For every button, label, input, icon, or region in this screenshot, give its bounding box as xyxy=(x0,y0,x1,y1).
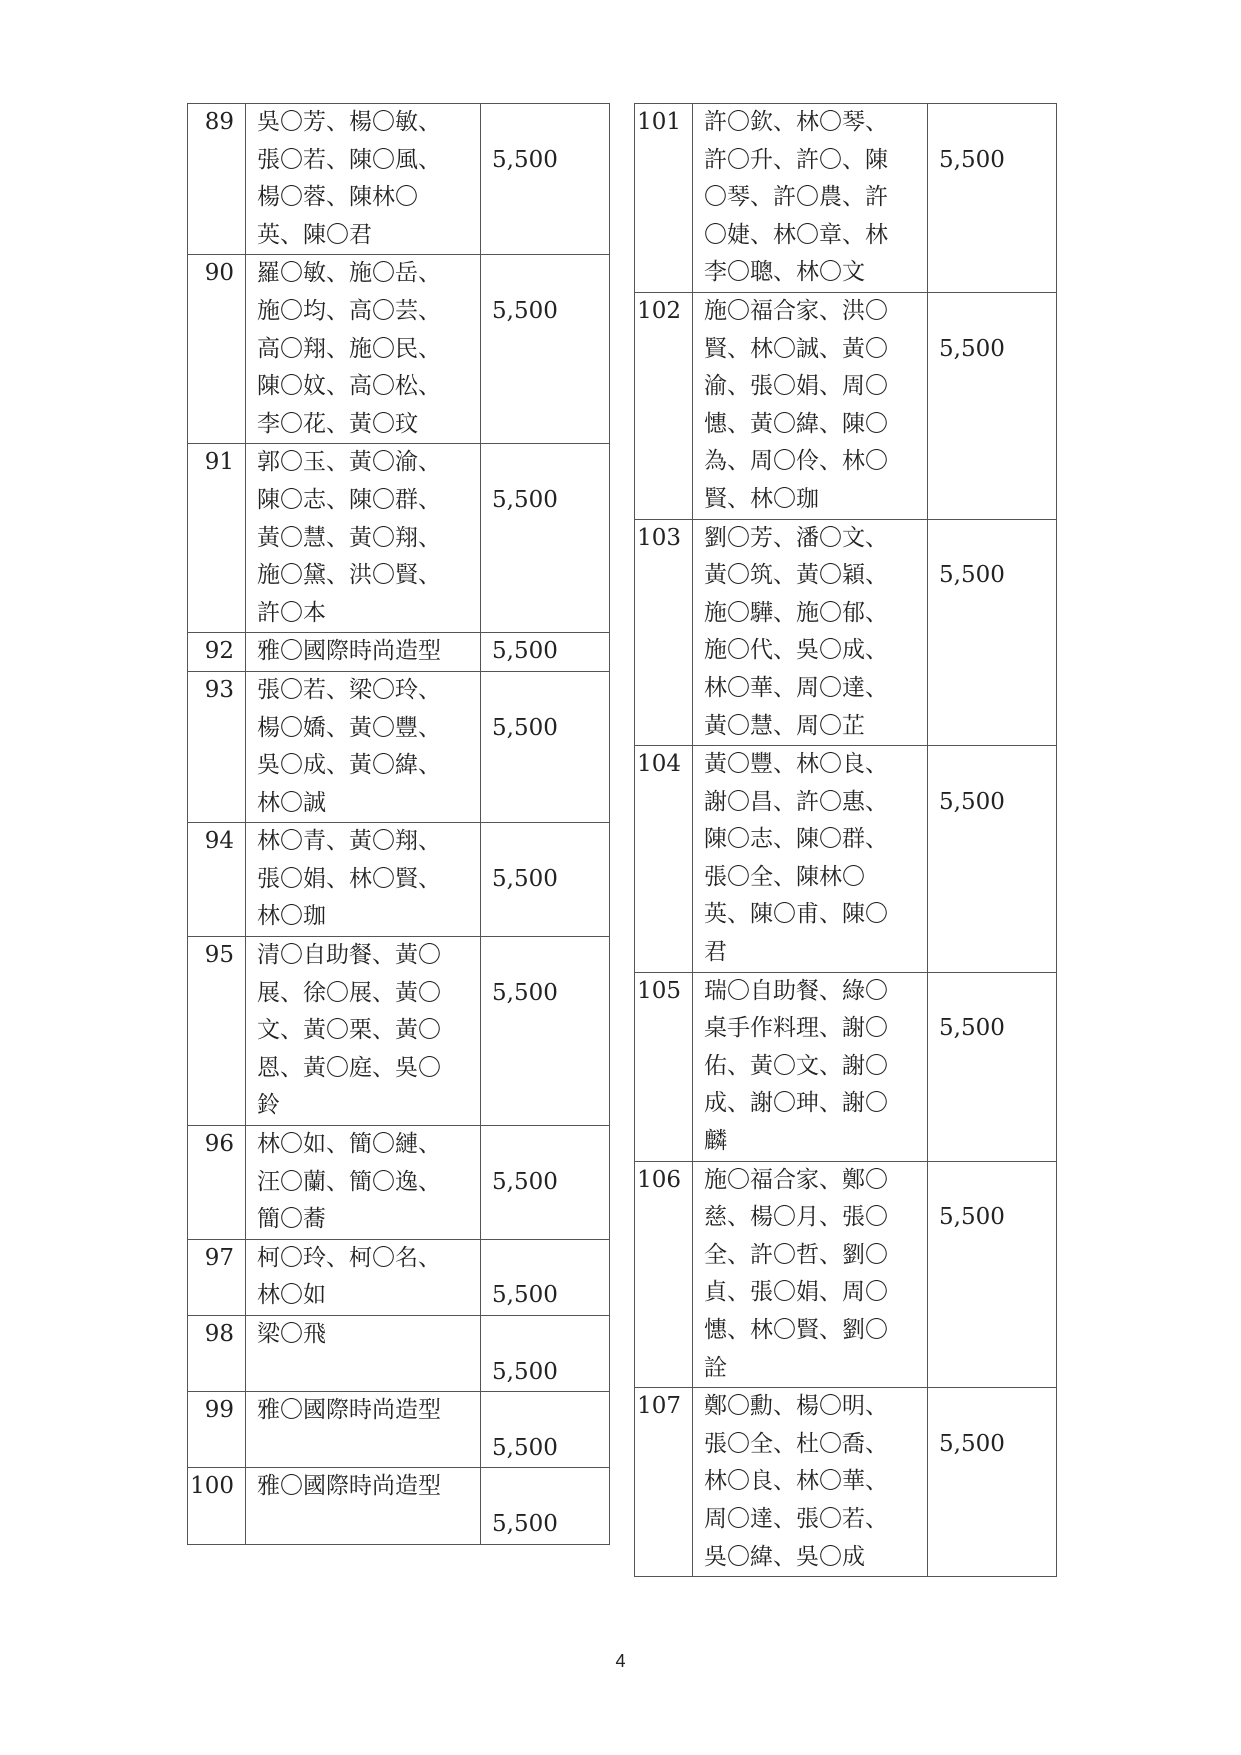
donor-names-line: 林〇珈 xyxy=(257,903,326,930)
donor-names-line: 文、黃〇栗、黃〇 xyxy=(257,1017,441,1044)
donor-names-line: 張〇全、陳林〇 xyxy=(704,863,865,890)
donor-names-line: 貞、張〇娟、周〇 xyxy=(704,1279,888,1306)
donor-names-line: 張〇若、陳〇風、 xyxy=(257,146,441,173)
row-number: 89 xyxy=(188,104,246,255)
donor-names-line: 楊〇嬌、黃〇豐、 xyxy=(257,714,441,741)
donor-names xyxy=(246,823,481,937)
donor-names-line: 郭〇玉、黃〇渝、 xyxy=(257,449,441,476)
donor-names-line: 吳〇芳、楊〇敏、 xyxy=(257,109,441,135)
donor-names xyxy=(246,937,481,1126)
row-number: 106 xyxy=(635,1161,693,1388)
donor-names-line: 瑞〇自助餐、綠〇 xyxy=(704,977,888,1004)
donor-names-line: 成、謝〇珅、謝〇 xyxy=(704,1090,888,1117)
donor-names-line: 清〇自助餐、黃〇 xyxy=(257,942,441,969)
donor-names-line: 鄭〇勳、楊〇明、 xyxy=(704,1393,888,1420)
donor-names-line: 陳〇妏、高〇松、 xyxy=(257,373,441,400)
table-row xyxy=(188,671,610,822)
row-number: 102 xyxy=(635,292,693,519)
donor-names-line: 羅〇敏、施〇岳、 xyxy=(257,260,441,287)
donor-table-right-body xyxy=(635,104,1057,1577)
donation-amount: 5,500 xyxy=(928,972,1057,1161)
donation-amount: 5,500 xyxy=(481,671,610,822)
donor-names-line: 楊〇蓉、陳林〇 xyxy=(257,184,418,211)
donor-table-right xyxy=(634,103,1057,1577)
donor-names xyxy=(693,746,928,973)
donation-amount: 5,500 xyxy=(928,1388,1057,1577)
donor-names-line: 雅〇國際時尚造型 xyxy=(257,1397,441,1424)
donor-names-line: 陳〇志、陳〇群、 xyxy=(257,486,441,513)
donation-amount: 5,500 xyxy=(481,104,610,255)
donor-names-line: 施〇代、吳〇成、 xyxy=(704,637,888,664)
donor-names-line: 許〇升、許〇、陳 xyxy=(704,146,888,173)
donor-names-line: 汪〇蘭、簡〇逸、 xyxy=(257,1168,441,1195)
donor-table-left xyxy=(187,103,610,1545)
donor-names-line: 恩、黃〇庭、吳〇 xyxy=(257,1054,441,1081)
row-number: 105 xyxy=(635,972,693,1161)
donor-names-line xyxy=(257,1506,480,1544)
donor-names-line: 梁〇飛 xyxy=(257,1321,326,1347)
donor-names-line: 林〇華、周〇達、 xyxy=(704,674,888,701)
table-row xyxy=(188,1126,610,1240)
row-number: 103 xyxy=(635,519,693,746)
donor-names xyxy=(246,671,481,822)
table-row xyxy=(188,633,610,672)
table-row xyxy=(188,823,610,937)
table-row xyxy=(188,937,610,1126)
donor-names-line: 憓、林〇賢、劉〇 xyxy=(704,1317,888,1343)
donor-names-line: 〇婕、林〇章、林 xyxy=(704,221,888,248)
table-row xyxy=(635,292,1057,519)
row-number: 97 xyxy=(188,1239,246,1315)
donor-names-line: 慈、楊〇月、張〇 xyxy=(704,1204,888,1231)
table-row xyxy=(188,1468,610,1544)
table-row xyxy=(635,1388,1057,1577)
donor-names-line: 吳〇成、黃〇緯、 xyxy=(257,752,441,779)
donor-names-line: 李〇聰、林〇文 xyxy=(704,259,865,286)
donation-amount: 5,500 xyxy=(481,1126,610,1240)
donor-names-line: 施〇黛、洪〇賢、 xyxy=(257,562,441,589)
row-number: 107 xyxy=(635,1388,693,1577)
donor-names-line: 劉〇芳、潘〇文、 xyxy=(704,524,888,551)
donor-names-line: 施〇福合家、洪〇 xyxy=(704,297,888,324)
donor-names xyxy=(246,444,481,633)
donor-names-line: 陳〇志、陳〇群、 xyxy=(704,826,888,853)
donation-amount: 5,500 xyxy=(928,746,1057,973)
donor-names-line: 李〇花、黃〇玟 xyxy=(257,410,418,437)
donor-names-line: 展、徐〇展、黃〇 xyxy=(257,979,441,1006)
donation-amount: 5,500 xyxy=(481,255,610,444)
donor-names-line: 賢、林〇珈 xyxy=(704,485,819,512)
donation-amount: 5,500 xyxy=(481,1239,610,1315)
row-number: 99 xyxy=(188,1392,246,1468)
donor-names-line: 渝、張〇娟、周〇 xyxy=(704,373,888,400)
donor-names xyxy=(693,104,928,293)
donor-names xyxy=(246,1316,481,1392)
donor-names-line: 許〇本 xyxy=(257,599,326,626)
donor-table-left-body xyxy=(188,104,610,1545)
page-number: 4 xyxy=(615,1651,626,1671)
donor-names-line xyxy=(257,1430,480,1468)
donor-names-line: 施〇驊、施〇郁、 xyxy=(704,599,888,626)
donor-names-line: 英、陳〇君 xyxy=(257,221,372,248)
donor-names-line: 簡〇蕎 xyxy=(257,1206,326,1233)
donor-names-line: 為、周〇伶、林〇 xyxy=(704,448,888,475)
donation-amount: 5,500 xyxy=(481,633,610,672)
row-number: 104 xyxy=(635,746,693,973)
donor-names-line: 賢、林〇誠、黃〇 xyxy=(704,335,888,362)
donor-names-line: 周〇達、張〇若、 xyxy=(704,1505,888,1532)
donation-amount: 5,500 xyxy=(928,1161,1057,1388)
donor-names xyxy=(246,633,481,672)
table-row xyxy=(635,1161,1057,1388)
table-row xyxy=(635,972,1057,1161)
donor-names-line: 林〇良、林〇華、 xyxy=(704,1468,888,1495)
donor-names-line: 桌手作料理、謝〇 xyxy=(704,1015,888,1042)
donor-names-line: 柯〇玲、柯〇名、 xyxy=(257,1244,441,1271)
donor-names-line: 張〇若、梁〇玲、 xyxy=(257,676,441,703)
donor-names-line: 麟 xyxy=(704,1128,727,1155)
donation-amount: 5,500 xyxy=(481,1316,610,1392)
donor-names-line: 林〇誠 xyxy=(257,789,326,816)
donor-names-line: 施〇福合家、鄭〇 xyxy=(704,1166,888,1193)
donor-names-line: 黃〇豐、林〇良、 xyxy=(704,751,888,778)
row-number: 98 xyxy=(188,1316,246,1392)
table-row xyxy=(188,104,610,255)
donor-names-line: 林〇青、黃〇翔、 xyxy=(257,828,441,855)
table-row xyxy=(635,519,1057,746)
row-number: 90 xyxy=(188,255,246,444)
donation-amount: 5,500 xyxy=(481,823,610,937)
donor-names-line xyxy=(257,1354,480,1392)
table-row xyxy=(188,255,610,444)
donor-names-line: 張〇全、杜〇喬、 xyxy=(704,1430,888,1457)
donation-amount: 5,500 xyxy=(481,1468,610,1544)
donor-names xyxy=(693,972,928,1161)
row-number: 95 xyxy=(188,937,246,1126)
donor-names xyxy=(693,1388,928,1577)
row-number: 96 xyxy=(188,1126,246,1240)
donor-names-line: 林〇如 xyxy=(257,1282,326,1309)
donor-names-line: 佑、黃〇文、謝〇 xyxy=(704,1052,888,1079)
table-row xyxy=(188,1392,610,1468)
donor-names-line: 施〇均、高〇芸、 xyxy=(257,297,441,324)
table-row xyxy=(188,1316,610,1392)
donor-names-line: 鈴 xyxy=(257,1092,280,1119)
donor-names-line: 詮 xyxy=(704,1354,727,1381)
donor-names xyxy=(246,1239,481,1315)
donor-names-line: 憓、黃〇緯、陳〇 xyxy=(704,410,888,437)
row-number: 91 xyxy=(188,444,246,633)
donor-names xyxy=(693,1161,928,1388)
donor-names-line: 黃〇筑、黃〇穎、 xyxy=(704,562,888,589)
donor-names-line: 全、許〇哲、劉〇 xyxy=(704,1241,888,1268)
donor-names-line: 黃〇慧、黃〇翔、 xyxy=(257,524,441,551)
donation-amount: 5,500 xyxy=(928,519,1057,746)
row-number: 92 xyxy=(188,633,246,672)
table-row xyxy=(188,444,610,633)
donor-names-line: 黃〇慧、周〇芷 xyxy=(704,712,865,739)
donor-names xyxy=(246,255,481,444)
donor-names xyxy=(693,292,928,519)
donor-names-line: 張〇娟、林〇賢、 xyxy=(257,865,441,892)
donor-names xyxy=(246,1468,481,1544)
donor-names xyxy=(693,519,928,746)
donor-names-line: 林〇如、簡〇縺、 xyxy=(257,1131,441,1158)
donor-names-line: 英、陳〇甫、陳〇 xyxy=(704,901,888,928)
donor-names-line: 雅〇國際時尚造型 xyxy=(257,638,441,665)
table-row xyxy=(635,746,1057,973)
table-row xyxy=(188,1239,610,1315)
donor-names xyxy=(246,104,481,255)
donation-amount: 5,500 xyxy=(481,937,610,1126)
donation-amount: 5,500 xyxy=(928,104,1057,293)
donor-names-line: 〇琴、許〇農、許 xyxy=(704,184,888,211)
donation-amount: 5,500 xyxy=(481,1392,610,1468)
donation-amount: 5,500 xyxy=(481,444,610,633)
row-number: 94 xyxy=(188,823,246,937)
donor-names-line: 君 xyxy=(704,939,727,966)
donation-amount: 5,500 xyxy=(928,292,1057,519)
donor-names-line: 高〇翔、施〇民、 xyxy=(257,335,441,362)
donor-names-line: 許〇欽、林〇琴、 xyxy=(704,109,888,135)
row-number: 100 xyxy=(188,1468,246,1544)
donor-names-line: 謝〇昌、許〇惠、 xyxy=(704,788,888,815)
donor-names xyxy=(246,1392,481,1468)
donor-names-line: 雅〇國際時尚造型 xyxy=(257,1473,441,1500)
row-number: 101 xyxy=(635,104,693,293)
donor-names-line: 吳〇緯、吳〇成 xyxy=(704,1543,865,1570)
donor-names xyxy=(246,1126,481,1240)
table-row xyxy=(635,104,1057,293)
row-number: 93 xyxy=(188,671,246,822)
